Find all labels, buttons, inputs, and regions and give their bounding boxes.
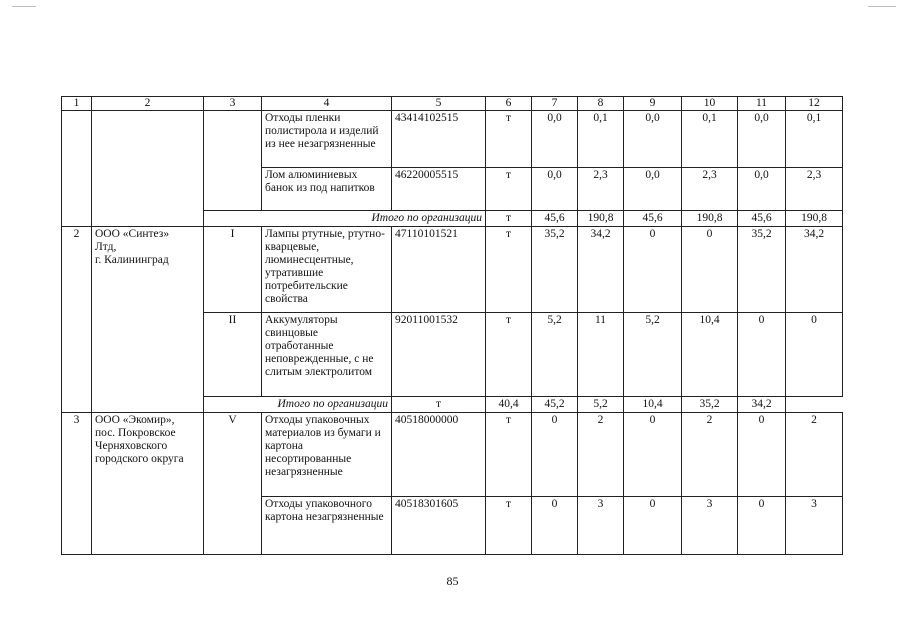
value-cell: 0,0 (738, 168, 786, 211)
unit: т (486, 413, 532, 497)
value-cell: 3 (578, 497, 624, 555)
col-header: 9 (624, 97, 682, 111)
value-cell: 2,3 (786, 168, 843, 211)
value-cell: 0 (624, 227, 682, 313)
unit: т (486, 313, 532, 397)
scan-mark (12, 6, 36, 7)
org-number: 2 (62, 227, 92, 413)
fkko-code: 46220005515 (392, 168, 486, 211)
table-header-row (62, 97, 843, 111)
value-cell: 0 (738, 413, 786, 497)
value-cell: 35,2 (532, 227, 578, 313)
value-cell: 35,2 (738, 227, 786, 313)
total-value: 5,2 (578, 397, 624, 413)
org-name-line: Черняховского (95, 440, 168, 452)
total-value: 45,2 (532, 397, 578, 413)
table-row (62, 413, 843, 497)
scan-mark (868, 6, 896, 7)
total-value: 45,6 (532, 211, 578, 227)
value-cell: 34,2 (578, 227, 624, 313)
value-cell: 0,0 (624, 168, 682, 211)
unit: т (486, 211, 532, 227)
hazard-class: I (204, 227, 262, 313)
total-value: 40,4 (486, 397, 532, 413)
unit: т (392, 397, 486, 413)
total-label: Итого по организации (204, 397, 392, 413)
total-value: 34,2 (738, 397, 786, 413)
org-number: 3 (62, 413, 92, 555)
org-name-line: ООО «Экомир», (95, 414, 175, 426)
waste-name: Отходы упаковочных материалов из бумаги и картона несортированные незагрязненные (262, 413, 392, 497)
value-cell: 2 (682, 413, 738, 497)
total-value: 10,4 (624, 397, 682, 413)
col-header: 1 (62, 97, 92, 111)
org-name-line: городского округа (95, 453, 184, 465)
col-header: 3 (204, 97, 262, 111)
total-value: 190,8 (786, 211, 843, 227)
org-name-line: ООО «Синтез» (95, 228, 170, 240)
col-header: 6 (486, 97, 532, 111)
value-cell: 0 (682, 227, 738, 313)
value-cell: 0,0 (532, 168, 578, 211)
fkko-code: 47110101521 (392, 227, 486, 313)
table-row (62, 111, 843, 168)
total-value: 35,2 (682, 397, 738, 413)
value-cell: 0,0 (738, 111, 786, 168)
value-cell: 2 (578, 413, 624, 497)
total-label: Итого по организации (204, 211, 486, 227)
value-cell: 3 (682, 497, 738, 555)
total-value: 45,6 (738, 211, 786, 227)
value-cell: 0,1 (682, 111, 738, 168)
value-cell: 0 (532, 497, 578, 555)
org-number-cell (62, 111, 92, 227)
unit: т (486, 497, 532, 555)
fkko-code: 40518000000 (392, 413, 486, 497)
page-number: 85 (446, 574, 459, 588)
total-value: 190,8 (578, 211, 624, 227)
org-name (92, 227, 204, 413)
col-header: 12 (786, 97, 843, 111)
org-name-line: Лтд, (95, 241, 117, 253)
col-header: 7 (532, 97, 578, 111)
fkko-code: 92011001532 (392, 313, 486, 397)
org-name (92, 413, 204, 555)
value-cell: 0 (624, 497, 682, 555)
value-cell: 0 (786, 313, 843, 397)
waste-name: Лом алюминиевых банок из под напитков (262, 168, 392, 211)
value-cell: 34,2 (786, 227, 843, 313)
value-cell: 2 (786, 413, 843, 497)
waste-name: Аккумуляторы свинцовые отработанные неповрежденные, с не слитым электролитом (262, 313, 392, 397)
value-cell: 5,2 (624, 313, 682, 397)
fkko-code: 40518301605 (392, 497, 486, 555)
value-cell: 0,1 (578, 111, 624, 168)
unit: т (486, 168, 532, 211)
org-name-cell (92, 111, 204, 227)
col-header: 4 (262, 97, 392, 111)
value-cell: 5,2 (532, 313, 578, 397)
org-name-line: пос. Покровское (95, 427, 176, 439)
value-cell: 2,3 (682, 168, 738, 211)
value-cell: 0 (532, 413, 578, 497)
value-cell: 0 (738, 497, 786, 555)
col-header: 10 (682, 97, 738, 111)
col-header: 5 (392, 97, 486, 111)
waste-name: Отходы пленки полистирола и изделий из нее незагрязненные (262, 111, 392, 168)
value-cell: 0,1 (786, 111, 843, 168)
fkko-code: 43414102515 (392, 111, 486, 168)
value-cell: 0 (624, 413, 682, 497)
col-header: 8 (578, 97, 624, 111)
waste-table (61, 96, 843, 555)
waste-name: Лампы ртутные, ртутно-кварцевые, люминесцентные, утратившие потребительские свойства (262, 227, 392, 313)
value-cell: 0 (738, 313, 786, 397)
value-cell: 3 (786, 497, 843, 555)
value-cell: 0,0 (624, 111, 682, 168)
hazard-class-cell (204, 111, 262, 211)
col-header: 2 (92, 97, 204, 111)
hazard-class: II (204, 313, 262, 397)
org-name-line: г. Калининград (95, 254, 169, 266)
value-cell: 2,3 (578, 168, 624, 211)
col-header: 11 (738, 97, 786, 111)
hazard-class: V (204, 413, 262, 555)
unit: т (486, 111, 532, 168)
value-cell: 11 (578, 313, 624, 397)
value-cell: 10,4 (682, 313, 738, 397)
unit: т (486, 227, 532, 313)
table-row (62, 227, 843, 313)
total-value: 45,6 (624, 211, 682, 227)
total-value: 190,8 (682, 211, 738, 227)
value-cell: 0,0 (532, 111, 578, 168)
waste-name: Отходы упаковочного картона незагрязненные (262, 497, 392, 555)
